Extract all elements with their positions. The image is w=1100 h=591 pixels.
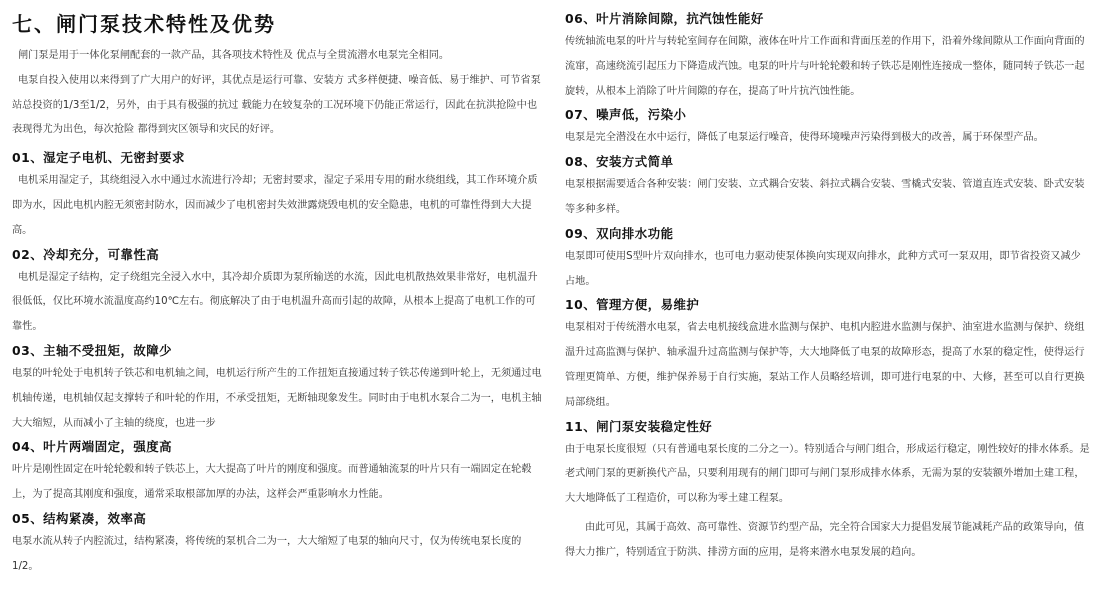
section-text: 电泵即可使用S型叶片双向排水，也可电力驱动使泵体换向实现双向排水，此种方式可一泵双用，即节省投资又减少占地。 bbox=[565, 250, 1081, 287]
section-11 bbox=[565, 416, 1090, 512]
section-text: 由于电泵长度很短（只有普通电泵长度的二分之一）。特别适合与闸门组合，形成运行稳定，刚性较好的排水体系。是老式闸门泵的更新换代产品，只要利用现有的闸门即可与闸门泵形成排水体系，无需为泵的安装额外增加土建工程，大大地降低了工程造价，可以称为零土建工程泵。 bbox=[565, 443, 1090, 505]
section-05 bbox=[12, 508, 542, 580]
section-heading: 05、结构紧凑，效率高 bbox=[12, 510, 147, 526]
intro-paragraph-1: 闸门泵是用于一体化泵闸配套的一款产品，其各项技术特性及 优点与全贯流潜水电泵完全相同。 bbox=[18, 50, 450, 61]
right-column bbox=[565, 8, 1090, 566]
section-06 bbox=[565, 8, 1090, 104]
left-column bbox=[12, 44, 542, 580]
section-10 bbox=[565, 294, 1090, 415]
page-title: 七、闸门泵技术特性及优势 bbox=[12, 12, 276, 36]
section-text: 电泵的叶轮处于电机转子铁芯和电机轴之间，电机运行所产生的工作扭矩直接通过转子铁芯传递到叶轮上，无须通过电机轴传递，电机轴仅起支撑转子和叶轮的作用，不承受扭矩，无断轴现象发生。同时由于电机水泵合二为一，电机主轴大大缩短，从而减小了主轴的绕度，也进一步 bbox=[12, 367, 542, 429]
section-text: 电泵是完全潜没在水中运行，降低了电泵运行噪音，使得环境噪声污染得到极大的改善，属于环保型产品。 bbox=[565, 132, 1044, 144]
section-heading: 11、闸门泵安装稳定性好 bbox=[565, 418, 713, 434]
section-text: 电泵水流从转子内腔流过，结构紧凑，将传统的泵机合二为一，大大缩短了电泵的轴向尺寸，仅为传统电泵长度的1/2。 bbox=[12, 535, 522, 572]
section-heading: 06、叶片消除间隙，抗汽蚀性能好 bbox=[565, 11, 764, 26]
section-09 bbox=[565, 223, 1090, 295]
section-heading: 04、叶片两端固定，强度高 bbox=[12, 439, 173, 455]
section-heading: 10、管理方便，易维护 bbox=[565, 297, 700, 313]
section-text: 传统轴流电泵的叶片与转轮室间存在间隙，液体在叶片工作面和背面压差的作用下，沿着外缘间隙从工作面向背面的流窜，高速绕流引起压力下降造成汽蚀。电泵的叶片与叶轮轮毂和转子铁芯是刚性连接成一整体，随同转子铁芯一起旋转，从根本上消除了叶片间隙的存在，提高了叶片抗汽蚀性能。 bbox=[565, 36, 1085, 97]
section-heading: 07、噪声低，污染小 bbox=[565, 107, 687, 123]
section-heading: 01、湿定子电机、无密封要求 bbox=[12, 150, 185, 166]
section-03 bbox=[12, 340, 542, 436]
section-08 bbox=[565, 151, 1090, 223]
section-heading: 02、冷却充分，可靠性高 bbox=[12, 246, 160, 262]
section-01 bbox=[12, 147, 542, 243]
section-text: 叶片是刚性固定在叶轮轮毂和转子铁芯上，大大提高了叶片的刚度和强度。而普通轴流泵的叶片只有一端固定在轮毂上，为了提高其刚度和强度，通常采取根部加厚的办法，这样会严重影响水力性能。 bbox=[12, 464, 532, 501]
section-heading: 03、主轴不受扭矩，故障少 bbox=[12, 342, 173, 358]
section-heading: 08、安装方式简单 bbox=[565, 154, 674, 170]
closing-paragraph: 由此可见，其属于高效、高可靠性、资源节约型产品，完全符合国家大力提倡发展节能减耗产品的政策导向，值得大力推广，特别适宜于防洪、排涝方面的应用，是将来潜水电泵发展的趋向。 bbox=[565, 521, 1085, 558]
intro-paragraph-2: 电泵自投入使用以来得到了广大用户的好评，其优点是运行可靠、安装方 式多样便捷、噪音低、易于维护、可节省泵站总投资的1/3至1/2，另外，由于具有极强的抗过 载能力在较复杂的工况环境下仍能正常运行，因此在抗洪抢险中也表现得尤为出色，每次抢险 都得到灾区领导和灾民的好评。 bbox=[12, 74, 541, 136]
section-02 bbox=[12, 244, 542, 340]
section-text: 电泵根据需要适合各种安装：闸门安装、立式耦合安装、斜拉式耦合安装、雪橇式安装、管道直连式安装、卧式安装等多种多样。 bbox=[565, 179, 1085, 215]
section-04 bbox=[12, 436, 542, 508]
section-heading: 09、双向排水功能 bbox=[565, 225, 674, 241]
section-text: 电机是湿定子结构，定子绕组完全浸入水中，其冷却介质即为泵所输送的水流，因此电机散热效果非常好，电机温升很低低，仅比环境水流温度高约10℃左右。彻底解决了由于电机温升高而引起的故障，从根本上提高了电机工作的可靠性。 bbox=[12, 271, 538, 333]
section-07 bbox=[565, 104, 1090, 151]
section-text: 电机采用湿定子，其绕组浸入水中通过水流进行冷却；无密封要求，湿定子采用专用的耐水绕组线，其工作环境介质即为水，因此电机内腔无须密封防水，因而减少了电机密封失效泄露烧毁电机的安全隐患，电机的可靠性得到大大提高。 bbox=[12, 175, 538, 236]
section-text: 电泵相对于传统潜水电泵，省去电机接线盒进水监测与保护、电机内腔进水监测与保护、油室进水监测与保护、绕组温升过高监测与保护、轴承温升过高监测与保护等，大大地降低了电泵的故障形态，提高了水泵的稳定性，使得运行管理更简单、方便，维护保养易于自行实施，泵站工作人员略经培训，即可进行电泵的中、大修，甚至可以自行更换局部绕组。 bbox=[565, 322, 1085, 408]
